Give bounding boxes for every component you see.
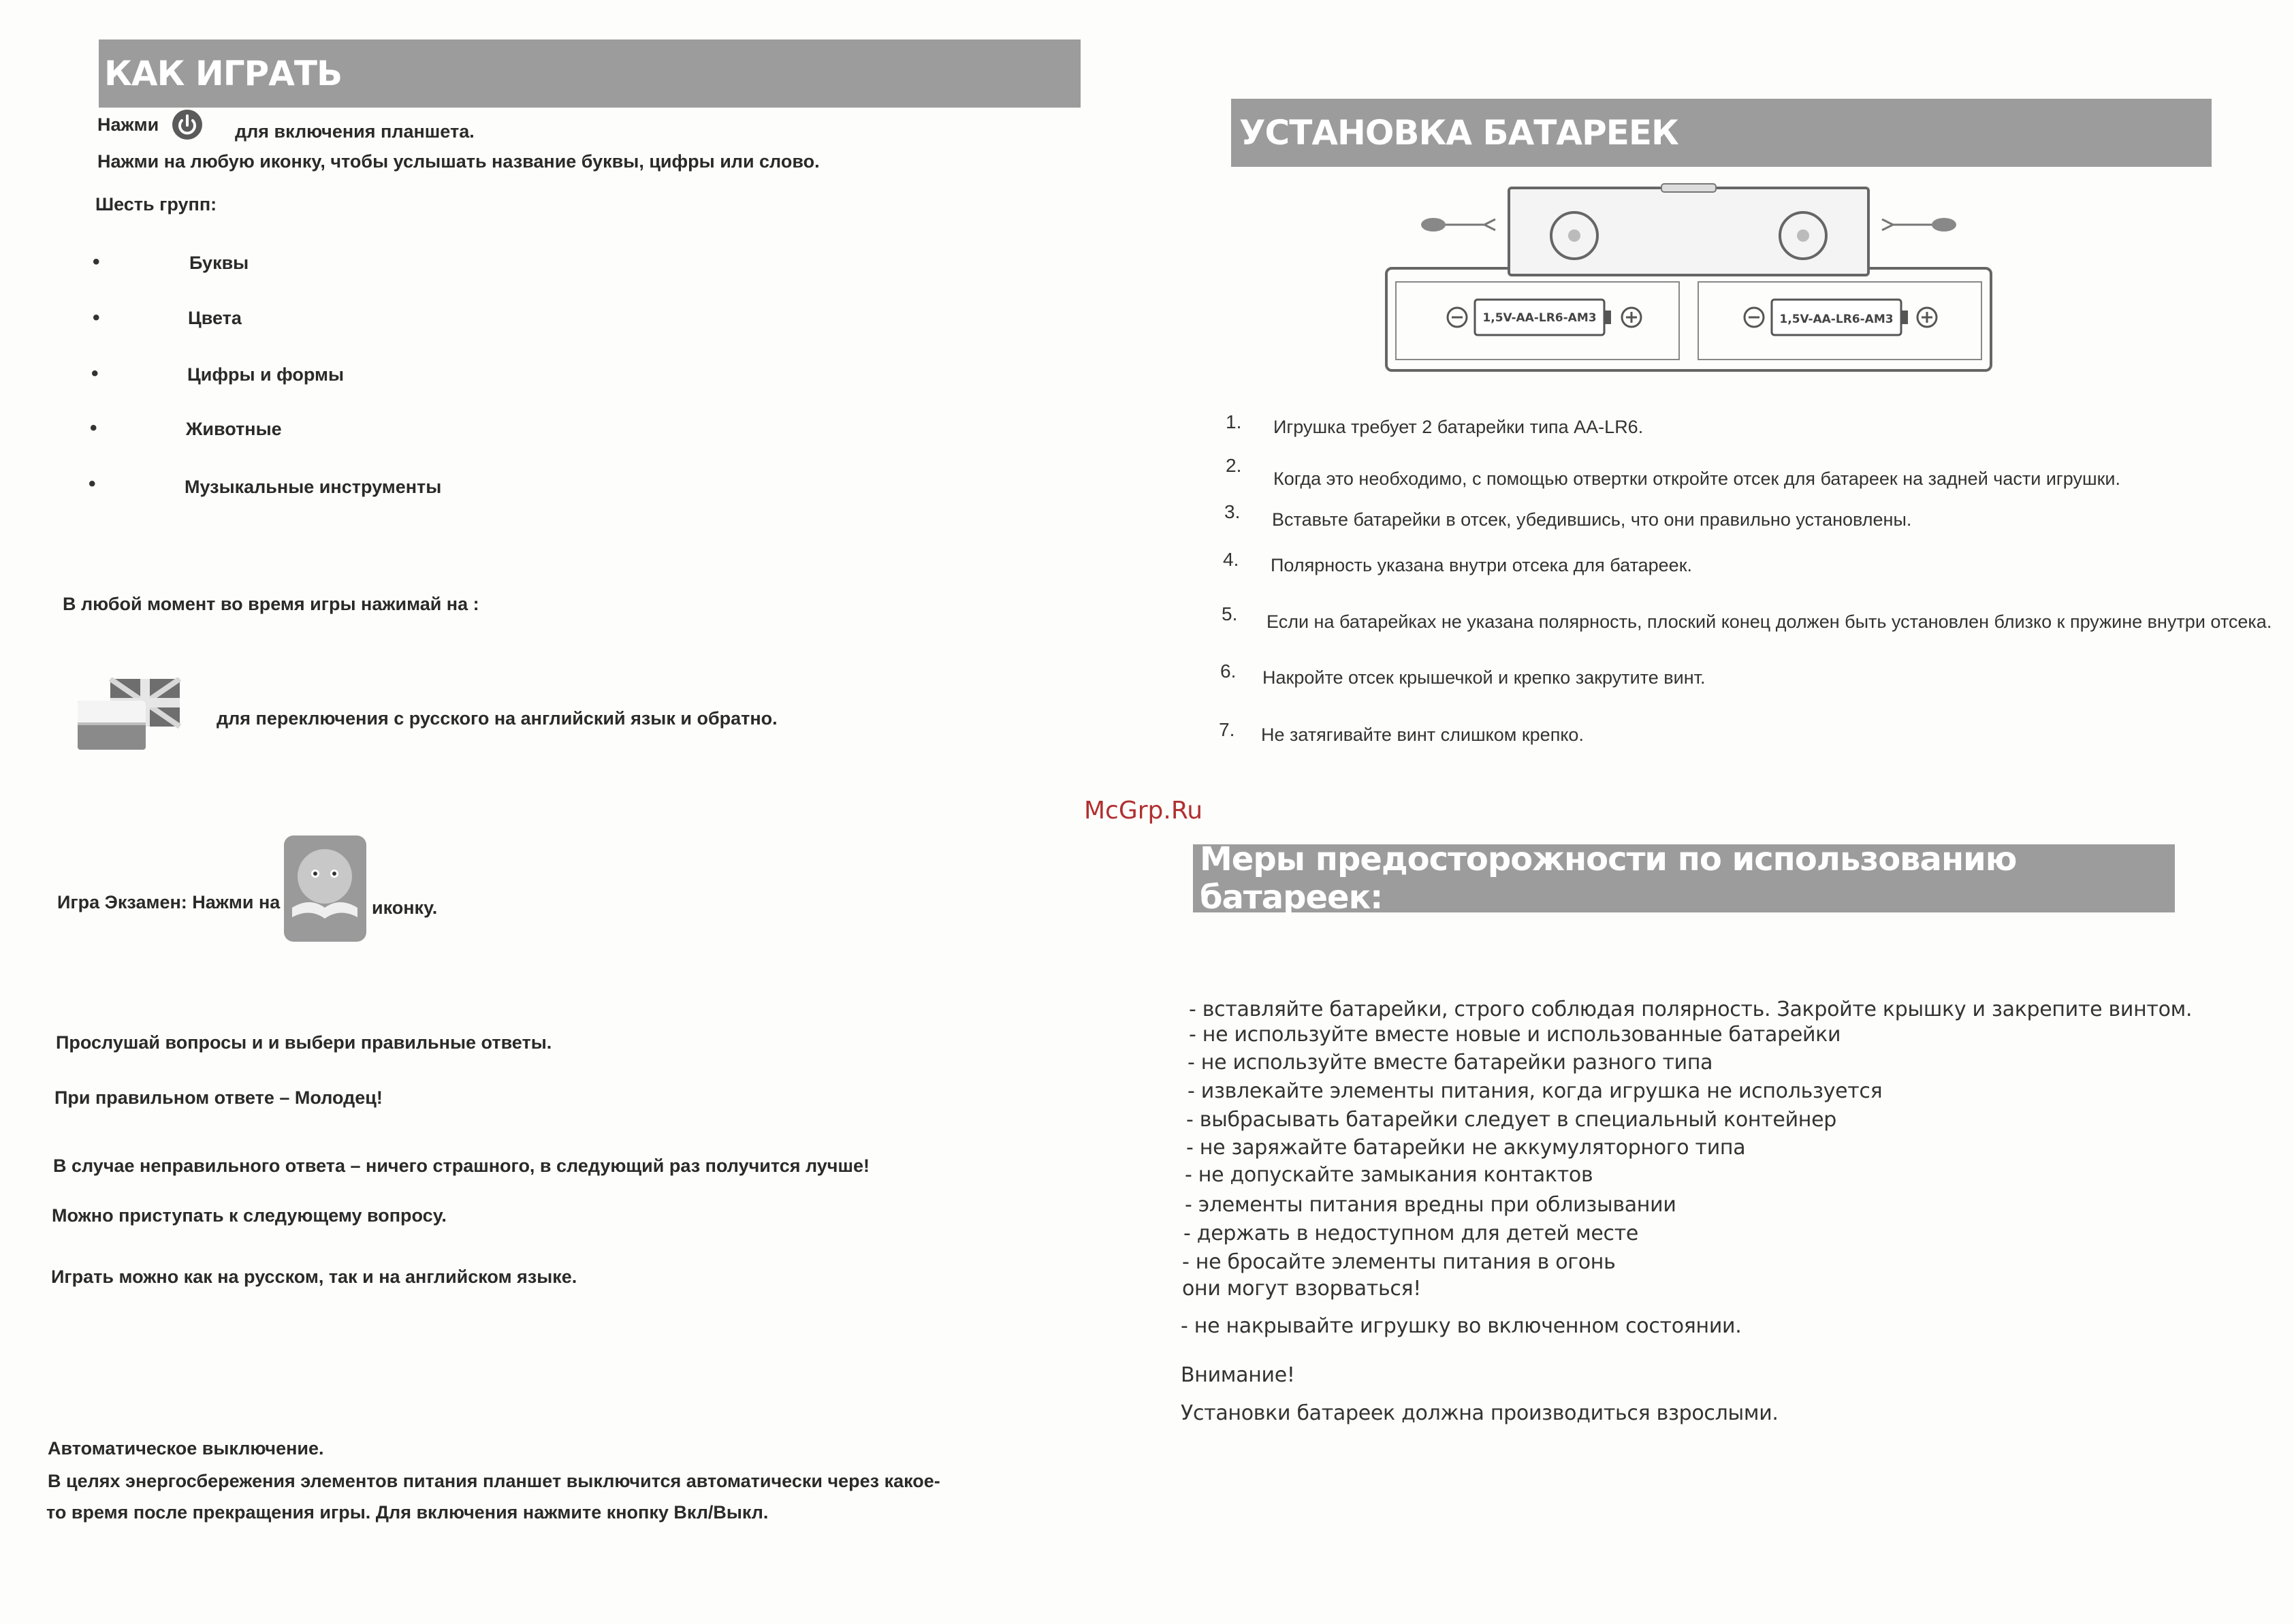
list-item: - не используйте вместе батарейки разного типа: [1188, 1051, 1713, 1074]
auto-off-title: Автоматическое выключение.: [48, 1438, 324, 1459]
list-item: - не бросайте элементы питания в огонь: [1182, 1250, 1616, 1274]
battery-label-1: 1,5V-AA-LR6-AM3: [1482, 311, 1597, 325]
groups-label: Шесть групп:: [95, 194, 217, 214]
precautions-title: Меры предосторожности по использованию батареек:: [1200, 840, 2017, 917]
precautions-header: [1193, 840, 2175, 917]
attention-label: Внимание!: [1181, 1363, 1295, 1387]
list-item: - не заряжайте батарейки не аккумуляторного типа: [1186, 1136, 1746, 1160]
battery-compartment-diagram: [1382, 182, 1995, 373]
power-icon: [172, 109, 203, 140]
list-item: Цифры и формы: [187, 364, 345, 385]
anytime-label: В любой момент во время игры нажимай на :: [63, 594, 479, 614]
list-item: - извлекайте элементы питания, когда игрушка не используется: [1188, 1079, 1883, 1103]
how-to-play-title: КАК ИГРАТЬ: [104, 54, 342, 93]
auto-off-line-1: В целях энергосбережения элементов питания планшет выключится автоматически через какое-: [48, 1471, 940, 1491]
step-number: 2.: [1226, 455, 1242, 476]
power-suffix: для включения планшета.: [235, 121, 475, 142]
step-number: 5.: [1222, 603, 1238, 624]
battery-install-title: УСТАНОВКА БАТАРЕЕК: [1239, 113, 1678, 153]
bullet: •: [89, 473, 96, 495]
list-item: - не накрывайте игрушку во включенном состоянии.: [1181, 1314, 1742, 1338]
list-item: - не используйте вместе новые и использованные батарейки: [1189, 1023, 1841, 1047]
step-text: Вставьте батарейки в отсек, убедившись, что они правильно установлены.: [1272, 509, 1912, 530]
step-text: Накройте отсек крышечкой и крепко закрутите винт.: [1262, 667, 1706, 688]
list-item: Цвета: [188, 308, 242, 328]
bullet: •: [91, 362, 99, 385]
step-number: 4.: [1223, 549, 1239, 570]
exam-suffix: иконку.: [372, 897, 438, 918]
list-item: - элементы питания вредны при облизывании: [1185, 1193, 1676, 1217]
exam-line-4: Можно приступать к следующему вопросу.: [52, 1205, 447, 1226]
battery-label-2: 1,5V-AA-LR6-AM3: [1779, 313, 1894, 326]
lang-switch-text: для переключения с русского на английский язык и обратно.: [217, 708, 778, 729]
exam-prefix: Игра Экзамен: Нажми на: [57, 892, 281, 912]
exam-line-3: В случае неправильного ответа – ничего страшного, в следующий раз получится лучше!: [53, 1156, 870, 1176]
watermark: McGrp.Ru: [1084, 797, 1203, 825]
exam-line-5: Играть можно как на русском, так и на английском языке.: [51, 1267, 577, 1287]
list-item: Буквы: [189, 253, 249, 273]
list-item: - вставляйте батарейки, строго соблюдая полярность. Закройте крышку и закрепите винтом.: [1189, 998, 2193, 1021]
auto-off-line-2: то время после прекращения игры. Для включения нажмите кнопку Вкл/Выкл.: [46, 1502, 769, 1523]
how-to-play-header: [99, 39, 1081, 108]
bullet: •: [93, 251, 100, 273]
step-text: Если на батарейках не указана полярность, плоский конец должен быть установлен близко к пружине внутри отсека.: [1267, 611, 2272, 632]
step-text: Не затягивайте винт слишком крепко.: [1261, 725, 1584, 745]
power-prefix: Нажми: [97, 114, 159, 135]
list-item: - не допускайте замыкания контактов: [1185, 1163, 1593, 1187]
bullet: •: [90, 417, 97, 439]
bullet: •: [93, 306, 100, 329]
exam-icon: [283, 834, 368, 943]
step-text: Полярность указана внутри отсека для батареек.: [1271, 555, 1693, 575]
step-text: Когда это необходимо, с помощью отвертки откройте отсек для батареек на задней части игрушки.: [1273, 468, 2121, 489]
step-number: 1.: [1226, 411, 1242, 432]
step-text: Игрушка требует 2 батарейки типа AA-LR6.: [1273, 417, 1644, 437]
step-number: 7.: [1219, 719, 1235, 740]
list-item: Музыкальные инструменты: [185, 477, 442, 497]
attention-text: Установки батареек должна производиться взрослыми.: [1181, 1401, 1779, 1425]
flags-icon: [75, 678, 184, 752]
list-item: - держать в недоступном для детей месте: [1183, 1222, 1639, 1245]
battery-install-header: [1231, 99, 2212, 167]
tap-instruction: Нажми на любую иконку, чтобы услышать название буквы, цифры или слово.: [97, 151, 820, 172]
exam-line-2: При правильном ответе – Молодец!: [54, 1087, 383, 1108]
step-number: 3.: [1224, 501, 1241, 522]
list-item: они могут взорваться!: [1182, 1277, 1422, 1301]
list-item: Животные: [186, 419, 282, 439]
list-item: - выбрасывать батарейки следует в специальный контейнер: [1186, 1108, 1836, 1132]
exam-line-1: Прослушай вопросы и и выбери правильные ответы.: [56, 1032, 552, 1053]
step-number: 6.: [1220, 660, 1237, 682]
